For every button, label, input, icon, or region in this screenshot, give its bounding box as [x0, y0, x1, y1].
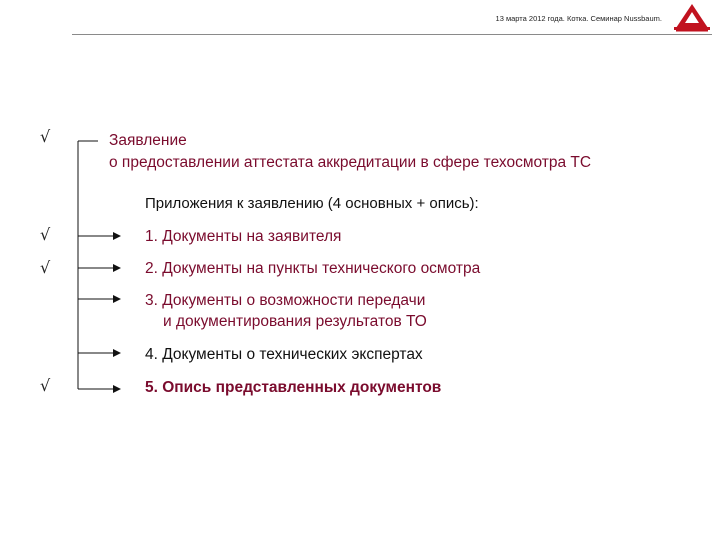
attachment-item-3-line-1: 3. Документы о возможности передачи [145, 292, 426, 309]
check-mark-item-1: √ [40, 225, 51, 244]
attachment-item-5: 5. Опись представленных документов [145, 379, 442, 396]
header-text: 13 марта 2012 года. Котка. Семинар Nussbaum. [495, 14, 662, 23]
check-mark-item-5: √ [40, 376, 51, 395]
application-subtitle: о предоставлении аттестата аккредитации в сфере техосмотра ТС [109, 154, 592, 171]
attachment-item-1: 1. Документы на заявителя [145, 228, 342, 245]
attachment-item-4: 4. Документы о технических экспертах [145, 346, 423, 363]
application-title: Заявление [109, 132, 187, 149]
attachment-item-2: 2. Документы на пункты технического осмотра [145, 260, 481, 277]
attachment-item-3-line-2: и документирования результатов ТО [163, 313, 427, 330]
check-mark-application: √ [40, 127, 51, 146]
attachments-heading: Приложения к заявлению (4 основных + опись): [145, 195, 479, 212]
check-mark-item-2: √ [40, 258, 51, 277]
